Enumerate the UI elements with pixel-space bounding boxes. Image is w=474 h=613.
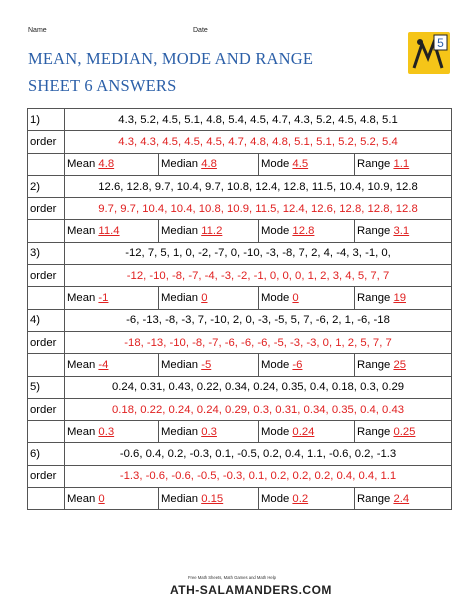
stats-spacer [28, 354, 65, 376]
median-label: Median [161, 358, 199, 371]
range-label: Range [357, 158, 391, 171]
median-label: Median [161, 492, 199, 505]
mean-answer: 4.8 [98, 158, 115, 171]
mode-answer: -6 [292, 358, 303, 371]
mean-label: Mean [67, 292, 96, 305]
mean-cell [65, 421, 159, 443]
ordered-data: 9.7, 9.7, 10.4, 10.4, 10.8, 10.9, 11.5, 12.4, 12.6, 12.8, 12.8, 12.8 [65, 198, 452, 220]
mode-cell [259, 220, 355, 242]
mode-answer: 12.8 [292, 225, 315, 238]
mean-answer: -4 [98, 358, 109, 371]
median-label: Median [161, 292, 199, 305]
ordered-data: -18, -13, -10, -8, -7, -6, -6, -6, -5, -3, -3, 0, 1, 2, 5, 7, 7 [65, 331, 452, 353]
mean-label: Mean [67, 358, 96, 371]
range-answer: 19 [393, 292, 407, 305]
problem-order-row [28, 331, 452, 353]
mode-label: Mode [261, 292, 290, 305]
problem-data: -12, 7, 5, 1, 0, -2, -7, 0, -10, -3, -8, 7, 2, 4, -4, 3, -1, 0, [65, 242, 452, 264]
range-cell [355, 354, 452, 376]
problem-data: -6, -13, -8, -3, 7, -10, 2, 0, -3, -5, 5, 7, -6, 2, 1, -6, -18 [65, 309, 452, 331]
range-label: Range [357, 492, 391, 505]
problem-data: 12.6, 12.8, 9.7, 10.4, 9.7, 10.8, 12.4, 12.8, 11.5, 10.4, 10.9, 12.8 [65, 175, 452, 197]
median-answer: 0.3 [201, 425, 217, 438]
range-cell [355, 488, 452, 510]
problem-stats-row [28, 421, 452, 443]
range-answer: 25 [393, 358, 407, 371]
mode-cell [259, 488, 355, 510]
footer-site-logo: ATH-SALAMANDERS.COM [170, 583, 332, 597]
range-cell [355, 421, 452, 443]
problem-data: 0.24, 0.31, 0.43, 0.22, 0.34, 0.24, 0.35, 0.4, 0.18, 0.3, 0.29 [65, 376, 452, 398]
salamander-grade-logo [408, 32, 450, 74]
problem-number: 3) [28, 242, 65, 264]
problem-data-row [28, 175, 452, 197]
mean-cell [65, 488, 159, 510]
problem-number: 6) [28, 443, 65, 465]
problem-data-row [28, 242, 452, 264]
problem-stats-row [28, 354, 452, 376]
median-answer: 0 [201, 292, 208, 305]
name-label: Name [28, 27, 47, 34]
problem-order-row [28, 198, 452, 220]
problem-number: 1) [28, 109, 65, 131]
mean-label: Mean [67, 225, 96, 238]
range-label: Range [357, 225, 391, 238]
range-answer: 0.25 [393, 425, 416, 438]
order-label: order [28, 331, 65, 353]
ordered-data: -12, -10, -8, -7, -4, -3, -2, -1, 0, 0, 0, 1, 2, 3, 4, 5, 7, 7 [65, 265, 452, 287]
median-cell [159, 287, 259, 309]
problem-data: -0.6, 0.4, 0.2, -0.3, 0.1, -0.5, 0.2, 0.4, 1.1, -0.6, 0.2, -1.3 [65, 443, 452, 465]
problem-data: 4.3, 5.2, 4.5, 5.1, 4.8, 5.4, 4.5, 4.7, 4.3, 5.2, 4.5, 4.8, 5.1 [65, 109, 452, 131]
mean-label: Mean [67, 425, 96, 438]
mode-label: Mode [261, 225, 290, 238]
mode-label: Mode [261, 492, 290, 505]
mean-answer: 11.4 [98, 225, 120, 238]
stats-spacer [28, 287, 65, 309]
mode-label: Mode [261, 425, 290, 438]
median-answer: 11.2 [201, 225, 223, 238]
range-cell [355, 153, 452, 175]
answers-table [27, 108, 452, 510]
mean-cell [65, 354, 159, 376]
median-cell [159, 354, 259, 376]
problem-number: 5) [28, 376, 65, 398]
problem-data-row [28, 376, 452, 398]
problem-order-row [28, 398, 452, 420]
median-answer: 0.15 [201, 492, 224, 505]
range-cell [355, 287, 452, 309]
mean-answer: 0.3 [98, 425, 115, 438]
order-label: order [28, 465, 65, 487]
mode-label: Mode [261, 158, 290, 171]
mean-answer: 0 [98, 492, 105, 505]
median-label: Median [161, 425, 199, 438]
order-label: order [28, 198, 65, 220]
stats-spacer [28, 220, 65, 242]
median-label: Median [161, 225, 199, 238]
page-subtitle: SHEET 6 ANSWERS [28, 76, 177, 95]
mode-answer: 4.5 [292, 158, 309, 171]
median-cell [159, 220, 259, 242]
problem-order-row [28, 465, 452, 487]
median-answer: 4.8 [201, 158, 217, 171]
page-title: MEAN, MEDIAN, MODE AND RANGE [28, 49, 314, 68]
mode-answer: 0.24 [292, 425, 315, 438]
stats-spacer [28, 421, 65, 443]
date-label: Date [193, 27, 208, 34]
problem-data-row [28, 109, 452, 131]
grade-number: 5 [437, 36, 444, 50]
range-answer: 2.4 [393, 492, 410, 505]
median-cell [159, 153, 259, 175]
median-label: Median [161, 158, 199, 171]
range-answer: 1.1 [393, 158, 410, 171]
footer-tagline: Free Math Sheets, Math Games and Math Help [188, 575, 276, 580]
mode-answer: 0.2 [292, 492, 309, 505]
range-label: Range [357, 358, 391, 371]
problem-data-row [28, 309, 452, 331]
problem-stats-row [28, 220, 452, 242]
median-answer: -5 [201, 358, 212, 371]
mean-label: Mean [67, 492, 96, 505]
mode-cell [259, 153, 355, 175]
problem-stats-row [28, 153, 452, 175]
ordered-data: 0.18, 0.22, 0.24, 0.24, 0.29, 0.3, 0.31, 0.34, 0.35, 0.4, 0.43 [65, 398, 452, 420]
problem-stats-row [28, 488, 452, 510]
ordered-data: -1.3, -0.6, -0.6, -0.5, -0.3, 0.1, 0.2, 0.2, 0.2, 0.4, 0.4, 1.1 [65, 465, 452, 487]
range-label: Range [357, 425, 391, 438]
mode-cell [259, 421, 355, 443]
mode-label: Mode [261, 358, 290, 371]
mean-answer: -1 [98, 292, 109, 305]
mode-cell [259, 354, 355, 376]
problem-number: 2) [28, 175, 65, 197]
problem-number: 4) [28, 309, 65, 331]
stats-spacer [28, 488, 65, 510]
range-answer: 3.1 [393, 225, 410, 238]
ordered-data: 4.3, 4.3, 4.5, 4.5, 4.5, 4.7, 4.8, 4.8, 5.1, 5.1, 5.2, 5.2, 5.4 [65, 131, 452, 153]
mode-cell [259, 287, 355, 309]
problem-order-row [28, 265, 452, 287]
mean-cell [65, 287, 159, 309]
mode-answer: 0 [292, 292, 299, 305]
stats-spacer [28, 153, 65, 175]
order-label: order [28, 131, 65, 153]
median-cell [159, 421, 259, 443]
problem-data-row [28, 443, 452, 465]
range-cell [355, 220, 452, 242]
range-label: Range [357, 292, 391, 305]
order-label: order [28, 265, 65, 287]
median-cell [159, 488, 259, 510]
problem-order-row [28, 131, 452, 153]
mean-cell [65, 220, 159, 242]
mean-label: Mean [67, 158, 96, 171]
order-label: order [28, 398, 65, 420]
mean-cell [65, 153, 159, 175]
problem-stats-row [28, 287, 452, 309]
